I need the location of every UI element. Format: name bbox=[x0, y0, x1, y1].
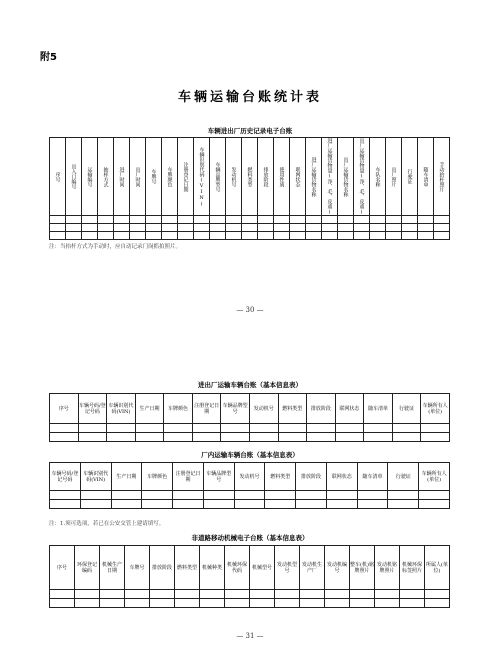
table-row bbox=[50, 224, 450, 232]
table-cell[interactable] bbox=[150, 599, 175, 608]
column-header: 车辆识别代码(VIN) bbox=[194, 138, 210, 216]
column-header: 出入口编号 bbox=[66, 138, 82, 216]
table-cell[interactable] bbox=[80, 500, 111, 509]
table-cell[interactable] bbox=[296, 500, 327, 509]
table-cell[interactable] bbox=[375, 590, 400, 599]
table3-note: 注：1.须可选项，若已在公安交管上建请填写。 bbox=[49, 521, 165, 527]
column-header: 行驶证 bbox=[388, 463, 419, 491]
table-cell[interactable] bbox=[350, 599, 375, 608]
table-cell[interactable] bbox=[418, 224, 434, 232]
table-cell[interactable] bbox=[418, 232, 434, 240]
column-header: 注册登记日期 bbox=[173, 463, 204, 491]
table-cell[interactable] bbox=[306, 224, 322, 232]
column-header: 抽样方式 bbox=[98, 138, 114, 216]
column-header: 机械种类 bbox=[200, 546, 225, 590]
table-cell[interactable] bbox=[98, 224, 114, 232]
table-cell[interactable] bbox=[326, 500, 357, 509]
table-cell[interactable] bbox=[307, 433, 336, 442]
table-cell[interactable] bbox=[278, 424, 307, 433]
table-cell[interactable] bbox=[370, 224, 386, 232]
table-cell[interactable] bbox=[425, 599, 450, 608]
table-cell[interactable] bbox=[354, 216, 370, 224]
table-cell[interactable] bbox=[388, 500, 419, 509]
table-cell[interactable] bbox=[192, 433, 221, 442]
table-cell[interactable] bbox=[300, 590, 325, 599]
column-header: 燃料类型 bbox=[265, 463, 296, 491]
column-header: 进厂时间 bbox=[114, 138, 130, 216]
table-cell[interactable] bbox=[364, 424, 393, 433]
column-header: 车队名称 bbox=[370, 138, 386, 216]
table-cell[interactable] bbox=[162, 216, 178, 224]
table-cell[interactable] bbox=[322, 232, 338, 240]
page-title: 车辆运输台账统计表 bbox=[177, 90, 322, 105]
table-cell[interactable] bbox=[354, 224, 370, 232]
table-cell[interactable] bbox=[164, 433, 193, 442]
table-cell[interactable] bbox=[242, 224, 258, 232]
column-header: 车牌颜色 bbox=[164, 394, 193, 424]
table-cell[interactable] bbox=[335, 433, 364, 442]
table-cell[interactable] bbox=[50, 590, 75, 599]
column-header: 车辆号码/登记号码 bbox=[50, 463, 81, 491]
column-header: 随车清单 bbox=[357, 463, 388, 491]
column-header: 排放阶段 bbox=[296, 463, 327, 491]
table-cell[interactable] bbox=[146, 224, 162, 232]
column-header: 行驶证 bbox=[402, 138, 418, 216]
table-cell[interactable] bbox=[386, 224, 402, 232]
table-cell[interactable] bbox=[210, 224, 226, 232]
table-cell[interactable] bbox=[178, 224, 194, 232]
table-cell[interactable] bbox=[78, 433, 107, 442]
table-cell[interactable] bbox=[326, 491, 357, 500]
column-header: 发动机号 bbox=[226, 138, 242, 216]
table-cell[interactable] bbox=[203, 500, 234, 509]
table-row bbox=[50, 424, 450, 433]
table3-caption: 厂内运输车辆台账（基本信息表） bbox=[201, 451, 299, 459]
table-cell[interactable] bbox=[300, 599, 325, 608]
column-header: 进厂运输货物量(净、毛、皮重) bbox=[322, 138, 338, 216]
column-header: 机械生产日期 bbox=[100, 546, 125, 590]
table-cell[interactable] bbox=[66, 232, 82, 240]
table-cell[interactable] bbox=[135, 433, 164, 442]
column-header: 发动机型号 bbox=[275, 546, 300, 590]
column-header: 车牌号 bbox=[146, 138, 162, 216]
table-cell[interactable] bbox=[357, 491, 388, 500]
column-header: 出厂运输货物量(净、毛、皮重) bbox=[354, 138, 370, 216]
table-cell[interactable] bbox=[142, 491, 173, 500]
table-cell[interactable] bbox=[162, 224, 178, 232]
table-cell[interactable] bbox=[307, 424, 336, 433]
column-header: 注册登记日期 bbox=[192, 394, 221, 424]
table-row bbox=[50, 599, 450, 608]
table-cell[interactable] bbox=[274, 216, 290, 224]
table-cell[interactable] bbox=[82, 224, 98, 232]
table-cell[interactable] bbox=[392, 433, 421, 442]
table-cell[interactable] bbox=[338, 224, 354, 232]
table-cell[interactable] bbox=[225, 590, 250, 599]
table-cell[interactable] bbox=[75, 590, 100, 599]
table-cell[interactable] bbox=[98, 216, 114, 224]
column-header: 机械环保代码 bbox=[225, 546, 250, 590]
column-header: 燃料类型 bbox=[175, 546, 200, 590]
column-header: 燃料类型 bbox=[278, 394, 307, 424]
table-cell[interactable] bbox=[418, 216, 434, 224]
table-cell[interactable] bbox=[388, 491, 419, 500]
column-header: 整车(机)铭牌照片 bbox=[350, 546, 375, 590]
table-cell[interactable] bbox=[194, 224, 210, 232]
column-header: 环保登记编码 bbox=[75, 546, 100, 590]
table-cell[interactable] bbox=[249, 424, 278, 433]
table-cell[interactable] bbox=[419, 491, 450, 500]
column-header: 排放阶段 bbox=[150, 546, 175, 590]
table-cell[interactable] bbox=[434, 232, 450, 240]
column-header: 车辆识别代码(VIN) bbox=[107, 394, 136, 424]
table-cell[interactable] bbox=[226, 224, 242, 232]
column-header: 序号 bbox=[50, 546, 75, 590]
appendix-label: 附5 bbox=[40, 52, 57, 63]
table-cell[interactable] bbox=[164, 424, 193, 433]
table-cell[interactable] bbox=[370, 216, 386, 224]
vehicle-entry-exit-history-table bbox=[49, 137, 450, 240]
column-header: 联网状态 bbox=[290, 138, 306, 216]
table-cell[interactable] bbox=[275, 599, 300, 608]
table-cell[interactable] bbox=[210, 232, 226, 240]
column-header: 车辆号码/登记号码 bbox=[78, 394, 107, 424]
table-cell[interactable] bbox=[402, 232, 418, 240]
column-header: 机械环保标签照片 bbox=[400, 546, 425, 590]
column-header: 车牌颜色 bbox=[142, 463, 173, 491]
table-cell[interactable] bbox=[226, 232, 242, 240]
table4-caption: 非道路移动机械电子台账（基本信息表） bbox=[191, 534, 309, 542]
page-number-31: — 31 — bbox=[236, 632, 264, 640]
table-cell[interactable] bbox=[250, 590, 275, 599]
table-cell[interactable] bbox=[78, 424, 107, 433]
column-header: 车辆品牌型号 bbox=[203, 463, 234, 491]
table-cell[interactable] bbox=[66, 216, 82, 224]
table-cell[interactable] bbox=[225, 599, 250, 608]
column-header: 所属人(单位) bbox=[425, 546, 450, 590]
table-cell[interactable] bbox=[111, 500, 142, 509]
column-header: 发动机编号 bbox=[325, 546, 350, 590]
table-cell[interactable] bbox=[114, 216, 130, 224]
table-cell[interactable] bbox=[50, 232, 66, 240]
table-row bbox=[50, 433, 450, 442]
column-header: 出厂时间 bbox=[130, 138, 146, 216]
table-cell[interactable] bbox=[175, 599, 200, 608]
table-cell[interactable] bbox=[135, 424, 164, 433]
table-cell[interactable] bbox=[107, 433, 136, 442]
table-cell[interactable] bbox=[100, 599, 125, 608]
table-cell[interactable] bbox=[50, 216, 66, 224]
table-cell[interactable] bbox=[425, 590, 450, 599]
column-header: 排放阶段 bbox=[307, 394, 336, 424]
column-header: 注册登记日期 bbox=[178, 138, 194, 216]
column-header: 序号 bbox=[50, 394, 79, 424]
table-cell[interactable] bbox=[50, 500, 81, 509]
table-cell[interactable] bbox=[242, 232, 258, 240]
column-header: 燃料类型 bbox=[242, 138, 258, 216]
table-cell[interactable] bbox=[386, 216, 402, 224]
table-cell[interactable] bbox=[162, 232, 178, 240]
table-row bbox=[50, 590, 450, 599]
table-cell[interactable] bbox=[335, 424, 364, 433]
in-plant-vehicle-basic-info-table bbox=[49, 462, 450, 509]
table-cell[interactable] bbox=[80, 491, 111, 500]
column-header: 车辆品牌型号 bbox=[221, 394, 250, 424]
table-cell[interactable] bbox=[150, 590, 175, 599]
column-header: 运输编号 bbox=[82, 138, 98, 216]
column-header: 出厂运输货物名称 bbox=[338, 138, 354, 216]
table-cell[interactable] bbox=[226, 216, 242, 224]
table-cell[interactable] bbox=[400, 599, 425, 608]
table-cell[interactable] bbox=[375, 599, 400, 608]
column-header: 联网状态 bbox=[326, 463, 357, 491]
column-header: 行驶证 bbox=[392, 394, 421, 424]
table-cell[interactable] bbox=[265, 500, 296, 509]
table-cell[interactable] bbox=[290, 232, 306, 240]
table-cell[interactable] bbox=[265, 491, 296, 500]
table-cell[interactable] bbox=[402, 224, 418, 232]
table-cell[interactable] bbox=[434, 216, 450, 224]
table-cell[interactable] bbox=[98, 232, 114, 240]
table-cell[interactable] bbox=[234, 491, 265, 500]
column-header: 车辆品牌型号 bbox=[210, 138, 226, 216]
table-cell[interactable] bbox=[221, 424, 250, 433]
table-cell[interactable] bbox=[192, 424, 221, 433]
table-cell[interactable] bbox=[114, 224, 130, 232]
column-header: 序号 bbox=[50, 138, 66, 216]
table-cell[interactable] bbox=[146, 216, 162, 224]
table-cell[interactable] bbox=[125, 599, 150, 608]
table-cell[interactable] bbox=[338, 232, 354, 240]
table-cell[interactable] bbox=[130, 232, 146, 240]
table-cell[interactable] bbox=[290, 216, 306, 224]
column-header: 联网状态 bbox=[335, 394, 364, 424]
table-cell[interactable] bbox=[178, 232, 194, 240]
table1-note: 注：当抬杆方式为手动时，应自动记录门岗抓拍照片。 bbox=[49, 244, 182, 250]
table-cell[interactable] bbox=[306, 232, 322, 240]
table-cell[interactable] bbox=[258, 232, 274, 240]
table-cell[interactable] bbox=[234, 500, 265, 509]
table-cell[interactable] bbox=[100, 590, 125, 599]
table-cell[interactable] bbox=[274, 232, 290, 240]
table-cell[interactable] bbox=[210, 216, 226, 224]
column-header: 车辆所有人(单位) bbox=[421, 394, 450, 424]
table-row bbox=[50, 500, 450, 509]
column-header: 发动机铭牌照片 bbox=[375, 546, 400, 590]
table-cell[interactable] bbox=[402, 216, 418, 224]
table-cell[interactable] bbox=[221, 433, 250, 442]
column-header: 车牌颜色 bbox=[162, 138, 178, 216]
column-header: 发动机号 bbox=[234, 463, 265, 491]
table-cell[interactable] bbox=[296, 491, 327, 500]
column-header: 发动机号 bbox=[249, 394, 278, 424]
table2-caption: 进出厂运输车辆台账（基本信息表） bbox=[198, 381, 302, 389]
table-cell[interactable] bbox=[194, 232, 210, 240]
table-cell[interactable] bbox=[338, 216, 354, 224]
table-cell[interactable] bbox=[370, 232, 386, 240]
table-cell[interactable] bbox=[392, 424, 421, 433]
table-cell[interactable] bbox=[173, 500, 204, 509]
page-number-30: — 30 — bbox=[236, 306, 264, 314]
table-cell[interactable] bbox=[434, 224, 450, 232]
column-header: 手动抬杆照片 bbox=[434, 138, 450, 216]
table-row bbox=[50, 491, 450, 500]
table-cell[interactable] bbox=[306, 216, 322, 224]
table-cell[interactable] bbox=[249, 433, 278, 442]
table-cell[interactable] bbox=[194, 216, 210, 224]
table-cell[interactable] bbox=[421, 433, 450, 442]
table-cell[interactable] bbox=[50, 599, 75, 608]
non-road-machinery-basic-info-table bbox=[49, 545, 450, 608]
column-header: 发动机生产厂 bbox=[300, 546, 325, 590]
table-cell[interactable] bbox=[75, 599, 100, 608]
table-row bbox=[50, 232, 450, 240]
table-cell[interactable] bbox=[258, 224, 274, 232]
table-cell[interactable] bbox=[200, 590, 225, 599]
table-cell[interactable] bbox=[175, 590, 200, 599]
table-cell[interactable] bbox=[50, 491, 81, 500]
column-header: 排放阶段 bbox=[258, 138, 274, 216]
table-cell[interactable] bbox=[173, 491, 204, 500]
table-cell[interactable] bbox=[242, 216, 258, 224]
table-cell[interactable] bbox=[111, 491, 142, 500]
table-cell[interactable] bbox=[278, 433, 307, 442]
table-cell[interactable] bbox=[350, 590, 375, 599]
table-cell[interactable] bbox=[130, 216, 146, 224]
table1-caption: 车辆进出厂历史记录电子台账 bbox=[207, 127, 293, 135]
column-header: 生产日期 bbox=[135, 394, 164, 424]
table-cell[interactable] bbox=[250, 599, 275, 608]
table-cell[interactable] bbox=[114, 232, 130, 240]
column-header: 生产日期 bbox=[111, 463, 142, 491]
table-cell[interactable] bbox=[258, 216, 274, 224]
transport-vehicle-basic-info-table bbox=[49, 393, 450, 442]
table-cell[interactable] bbox=[421, 424, 450, 433]
table-row bbox=[50, 216, 450, 224]
table-cell[interactable] bbox=[357, 500, 388, 509]
table-cell[interactable] bbox=[125, 590, 150, 599]
column-header: 随车清单 bbox=[364, 394, 393, 424]
table-cell[interactable] bbox=[107, 424, 136, 433]
table-cell[interactable] bbox=[130, 224, 146, 232]
table-cell[interactable] bbox=[386, 232, 402, 240]
table-cell[interactable] bbox=[275, 590, 300, 599]
table-cell[interactable] bbox=[178, 216, 194, 224]
table-cell[interactable] bbox=[419, 500, 450, 509]
table-cell[interactable] bbox=[325, 590, 350, 599]
table-cell[interactable] bbox=[50, 224, 66, 232]
table-cell[interactable] bbox=[66, 224, 82, 232]
table-cell[interactable] bbox=[203, 491, 234, 500]
column-header: 使用性质 bbox=[274, 138, 290, 216]
table-cell[interactable] bbox=[82, 232, 98, 240]
column-header: 车辆识别代码(VIN) bbox=[80, 463, 111, 491]
column-header: 车辆所有人(单位) bbox=[419, 463, 450, 491]
table-cell[interactable] bbox=[322, 216, 338, 224]
table-cell[interactable] bbox=[322, 224, 338, 232]
table-cell[interactable] bbox=[290, 224, 306, 232]
table-cell[interactable] bbox=[82, 216, 98, 224]
table-cell[interactable] bbox=[400, 590, 425, 599]
table-cell[interactable] bbox=[142, 500, 173, 509]
column-header: 车牌号 bbox=[125, 546, 150, 590]
table-cell[interactable] bbox=[50, 433, 79, 442]
column-header: 机械型号 bbox=[250, 546, 275, 590]
column-header: 随车清单 bbox=[418, 138, 434, 216]
table-cell[interactable] bbox=[200, 599, 225, 608]
table-cell[interactable] bbox=[354, 232, 370, 240]
table-cell[interactable] bbox=[50, 424, 79, 433]
column-header: 出厂照片 bbox=[386, 138, 402, 216]
table-cell[interactable] bbox=[325, 599, 350, 608]
table-cell[interactable] bbox=[364, 433, 393, 442]
table-cell[interactable] bbox=[274, 224, 290, 232]
table-cell[interactable] bbox=[146, 232, 162, 240]
column-header: 进厂运输货物名称 bbox=[306, 138, 322, 216]
